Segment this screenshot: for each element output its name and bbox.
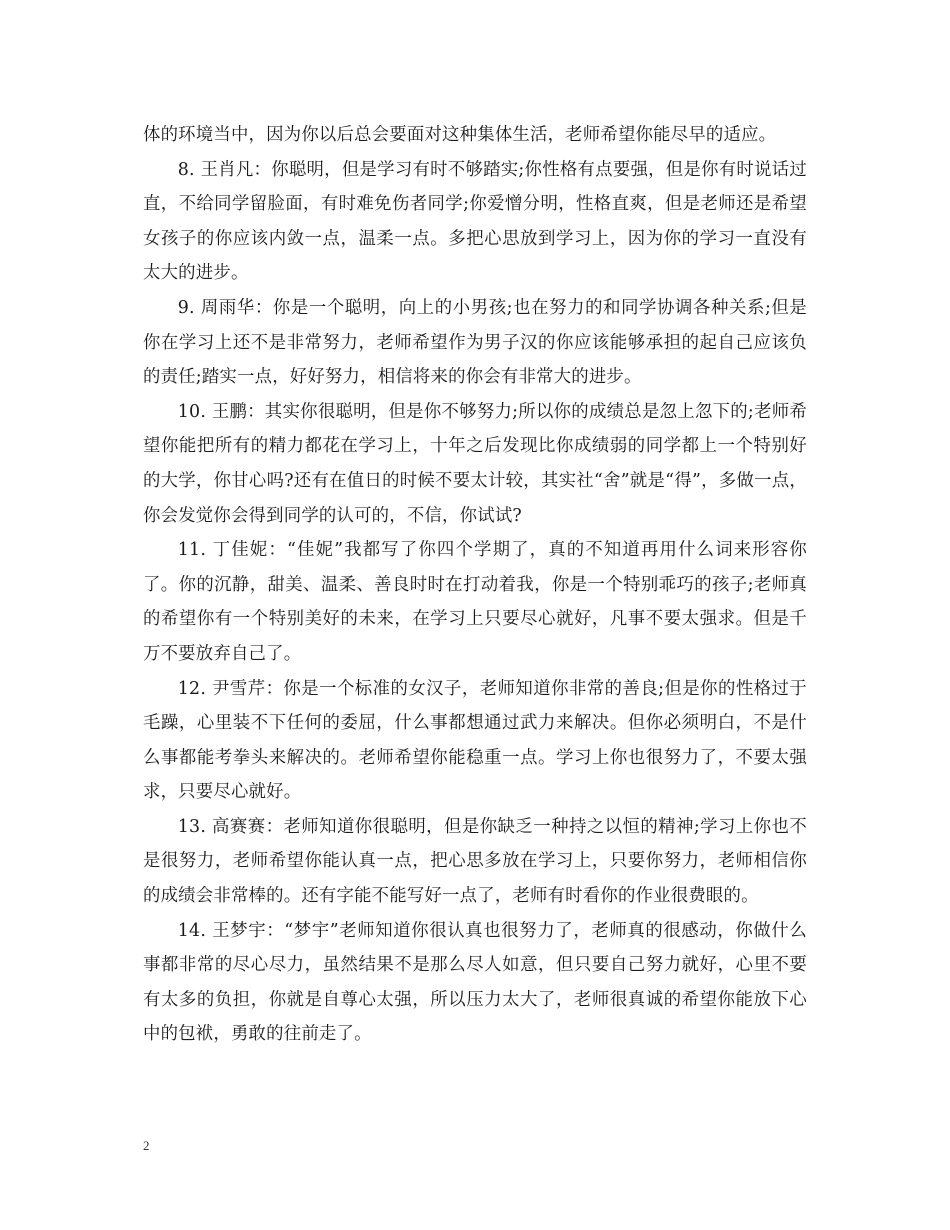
comment-paragraph-12: 12. 尹雪芹：你是一个标准的女汉子，老师知道你非常的善良;但是你的性格过于毛躁，心里装不下任何的委屈，什么事都想通过武力来解决。但你必须明白，不是什么事都能考拳头来解决的。老师希望你能稳重一点。学习上你也很努力了，不要太强求，只要尽心就好。 — [143, 678, 807, 803]
comment-paragraph-11: 11. 丁佳妮：“佳妮”我都写了你四个学期了，真的不知道再用什么词来形容你了。你的沉静，甜美、温柔、善良时时在打动着我，你是一个特别乖巧的孩子;老师真的希望你有一个特别美好的未来，在学习上只要尽心就好，凡事不要太强求。但是千万不要放弃自己了。 — [143, 540, 807, 664]
continuation-paragraph: 体的环境当中，因为你以后总会要面对这种集体生活，老师希望你能尽早的适应。 — [143, 125, 777, 145]
comment-paragraph-10: 10. 王鹏：其实你很聪明，但是你不够努力;所以你的成绩总是忽上忽下的;老师希望你能把所有的精力都花在学习上，十年之后发现比你成绩弱的同学都上一个特别好的大学，你甘心吗?还有在值日的时候不要太计较，其实社“舍”就是“得”，多做一点，你会发觉你会得到同学的认可的，不信，你试试? — [143, 401, 807, 526]
comment-paragraph-9: 9. 周雨华：你是一个聪明，向上的小男孩;也在努力的和同学协调各种关系;但是你在学习上还不是非常努力，老师希望作为男子汉的你应该能够承担的起自己应该负的责任;踏实一点，好好努力，相信将来的你会有非常大的进步。 — [143, 297, 807, 388]
comment-paragraph-8: 8. 王肖凡：你聪明，但是学习有时不够踏实;你性格有点要强，但是你有时说话过直，不给同学留脸面，有时难免伤者同学;你爱憎分明，性格直爽，但是老师还是希望女孩子的你应该内敛一点，温柔一点。多把心思放到学习上，因为你的学习一直没有太大的进步。 — [143, 159, 807, 284]
document-body — [143, 118, 807, 1052]
page-number: 2 — [143, 1138, 150, 1153]
comment-paragraph-13: 13. 高赛赛：老师知道你很聪明，但是你缺乏一种持之以恒的精神;学习上你也不是很努力，老师希望你能认真一点，把心思多放在学习上，只要你努力，老师相信你的成绩会非常棒的。还有字能不能写好一点了，老师有时看你的作业很费眼的。 — [143, 816, 807, 907]
comment-paragraph-14: 14. 王梦宇：“梦宇”老师知道你很认真也很努力了，老师真的很感动，你做什么事都非常的尽心尽力，虽然结果不是那么尽人如意，但只要自己努力就好，心里不要有太多的负担，你就是自尊心太强，所以压力太大了，老师很真诚的希望你能放下心中的包袱，勇敢的往前走了。 — [143, 920, 807, 1045]
